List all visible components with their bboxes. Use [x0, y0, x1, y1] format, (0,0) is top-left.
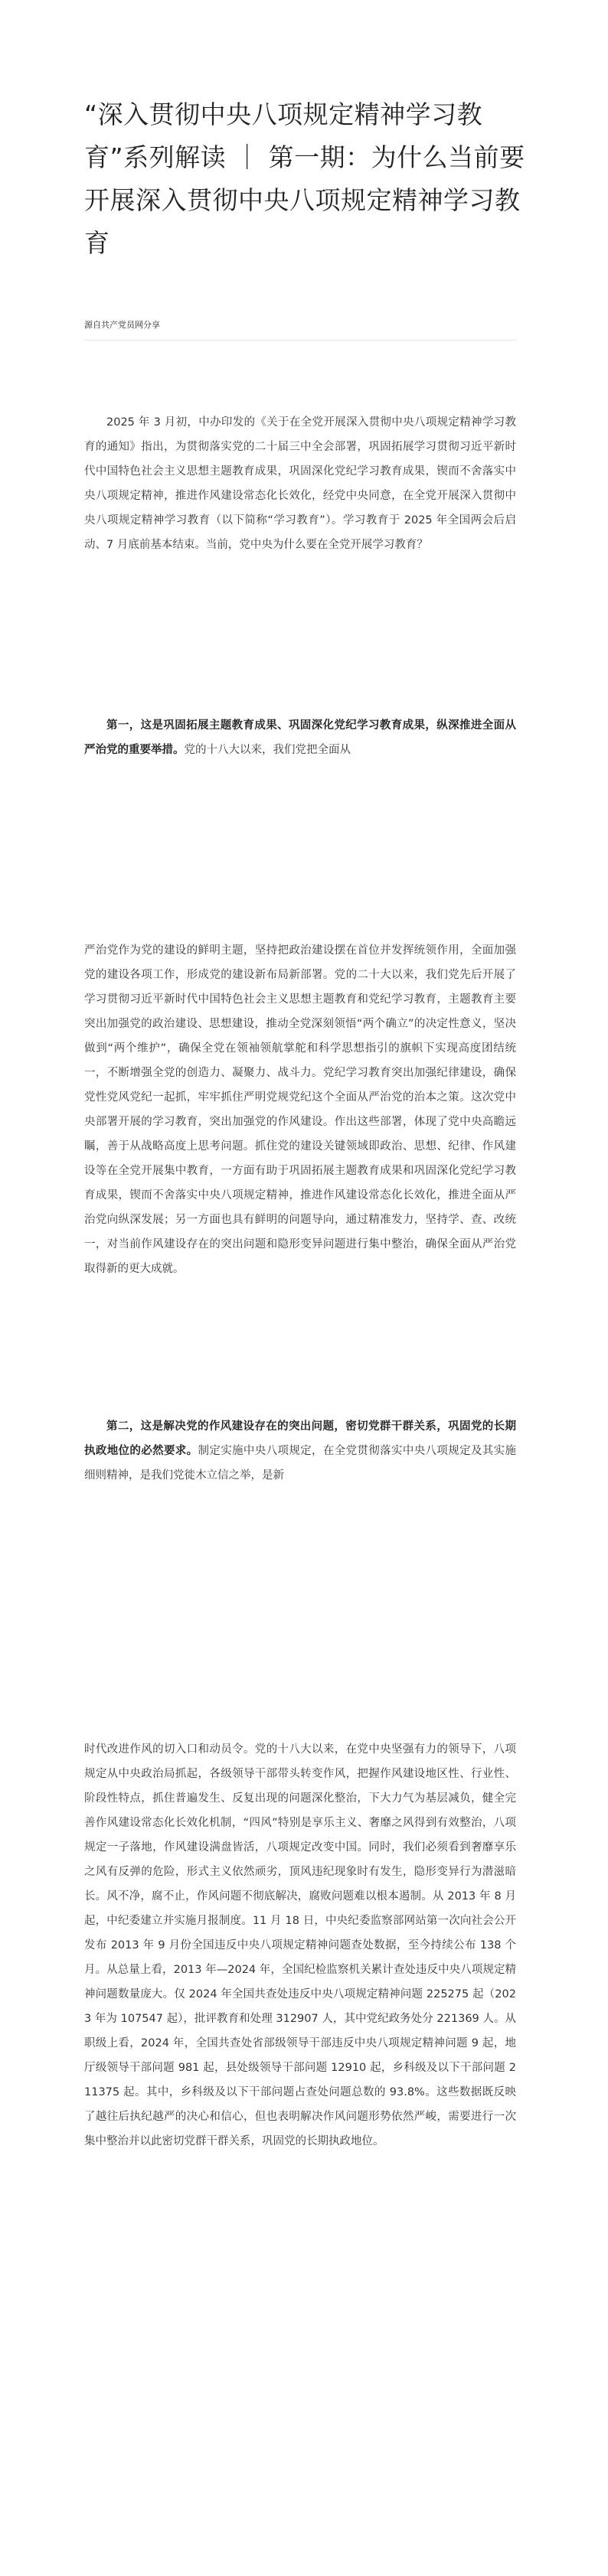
first-point-continuation: 严治党作为党的建设的鲜明主题，坚持把政治建设摆在首位并发挥统领作用，全面加强党的建设各项工作，形成党的建设新布局新部署。党的二十大以来，我们党先后开展了学习贯彻习近平新时代中国特色社会主义思想主题教育和党纪学习教育，主题教育主要突出加强党的政治建设、思想建设，推动全党深刻领悟“两个确立”的决定性意义，坚决做到“两个维护”，确保全党在领袖领航掌舵和科学思想指引的旗帜下实现高度团结统一，不断增强全党的创造力、凝聚力、战斗力。党纪学习教育突出加强纪律建设，确保党性党风党纪一起抓，牢牢抓住严明党规党纪这个全面从严治党的治本之策。这次党中央部署开展的学习教育，突出加强党的作风建设。作出这些部署，体现了党中央高瞻远瞩，善于从战略高度上思考问题。抓住党的建设关键领域即政治、思想、纪律、作风建设等在全党开展集中教育，一方面有助于巩固拓展主题教育成果和巩固深化党纪学习教育成果，锲而不舍落实中央八项规定精神，推进作风建设常态化长效化，推进全面从严治党向纵深发展；另一方面也具有鲜明的问题导向，通过精准发力，坚持学、查、改统一，对当前作风建设存在的突出问题和隐形变异问题进行集中整治，确保全面从严治党取得新的更大成就。	[84, 944, 516, 1275]
second-point-heading: 第二，这是解决党的作风建设存在的突出问题，密切党群干群关系，巩固党的长期执政地位的必然要求。	[84, 1420, 516, 1457]
article-title: “深入贯彻中央八项规定精神学习教育”系列解读 ｜ 第一期：为什么当前要开展深入贯彻中央八项规定精神学习教育	[84, 99, 525, 258]
first-point-lead-text: 党的十八大以来，我们党把全面从	[184, 744, 351, 756]
article-source: 源自共产党员网分享	[84, 320, 160, 330]
second-point-continuation: 时代改进作风的切入口和动员令。党的十八大以来，在党中央坚强有力的领导下，八项规定从中央政治局抓起，各级领导干部带头转变作风，把握作风建设地区性、行业性、阶段性特点，抓住普遍发生、反复出现的问题深化整治，下大力气为基层减负，健全完善作风建设常态化长效化机制，“四风”特别是享乐主义、奢靡之风得到有效整治，八项规定一子落地，作风建设满盘皆活，八项规定改变中国。同时，我们必须看到奢靡享乐之风有反弹的危险，形式主义依然顽劣，顶风违纪现象时有发生，隐形变异行为潜滋暗长。风不净，腐不止，作风问题不彻底解决，腐败问题难以根本遏制。从 2013 年 8 月起，中纪委建立并实施月报制度。11 月 18 日，中央纪委监察部网站第一次向社会公开发布 2013 年 9 月份全国违反中央八项规定精神问题查处数据，至今持续公布 138 个月。从总量上看，2013 年—2024 年，全国纪检监察机关累计查处违反中央八项规定精神问题数量庞大。仅 2024 年全国共查处违反中央八项规定精神问题 225275 起（2023 年为 107547 起），批评教育和处理 312907 人，其中党纪政务处分 221369 人。从职级上看，2024 年，全国共查处省部级领导干部违反中央八项规定精神问题 9 起，地厅级领导干部问题 981 起，县处级领导干部问题 12910 起，乡科级及以下干部问题 211375 起。其中，乡科级及以下干部问题占查处问题总数的 93.8%。这些数据既反映了越往后执纪越严的决心和信心，但也表明解决作风问题形势依然严峻，需要进行一次集中整治并以此密切党群干群关系，巩固党的长期执政地位。	[84, 1743, 516, 2147]
second-point-lead-text: 制定实施中央八项规定，在全党贯彻落实中央八项规定及其实施细则精神，是我们党徙木立信之举，是新	[84, 1445, 516, 1482]
intro-paragraph: 2025 年 3 月初，中办印发的《关于在全党开展深入贯彻中央八项规定精神学习教育的通知》指出，为贯彻落实党的二十届三中全会部署，巩固拓展学习贯彻习近平新时代中国特色社会主义思想主题教育成果，巩固深化党纪学习教育成果，锲而不舍落实中央八项规定精神，推进作风建设常态化长效化，经党中央同意，在全党开展深入贯彻中央八项规定精神学习教育（以下简称“学习教育”）。学习教育于 2025 年全国两会后启动、7 月底前基本结束。当前，党中央为什么要在全党开展学习教育？	[84, 416, 516, 551]
second-point-paragraph	[84, 1414, 516, 1488]
first-point-heading: 第一，这是巩固拓展主题教育成果、巩固深化党纪学习教育成果，纵深推进全面从严治党的重要举措。	[84, 719, 516, 756]
first-point-paragraph	[84, 713, 516, 762]
header-divider	[84, 340, 516, 341]
